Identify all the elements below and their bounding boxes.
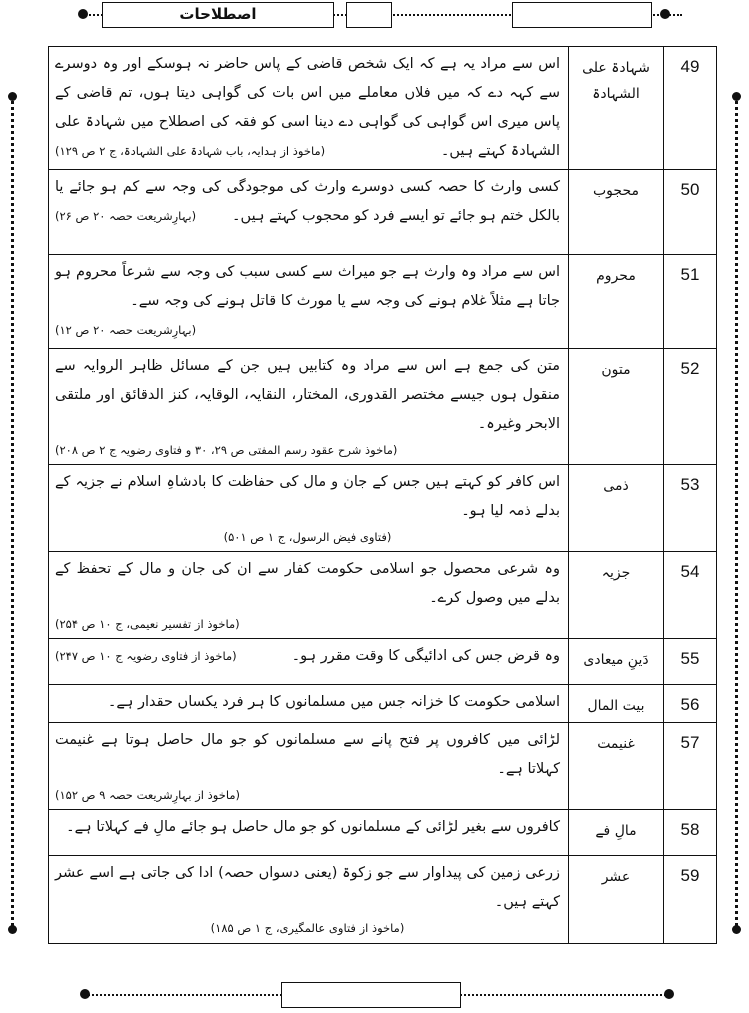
row-text: زرعی زمین کی پیداوار سے جو زکوۃ (یعنی دسواں حصہ) ادا کی جاتی ہے اسے عشر کہتے ہیں۔ — [55, 865, 560, 910]
row-reference: (فتاوی فیض الرسول، ج ۱ ص ۵۰۱) — [223, 530, 392, 544]
row-number: 49 — [664, 47, 717, 170]
left-dotted-border — [11, 96, 14, 931]
row-text: اس کافر کو کہتے ہیں جس کے جان و مال کی حفاظت کا بادشاہِ اسلام نے جزیہ کے بدلے ذمہ لیا ہو۔ — [55, 474, 560, 519]
table-row — [49, 856, 717, 944]
row-description — [49, 465, 569, 552]
row-number: 51 — [664, 255, 717, 349]
row-text: اس سے مراد وہ وارث ہے جو میراث سے کسی سبب کی وجہ سے شرعاً محروم ہو جاتا ہے مثلاً غلام ہونے کی وجہ سے یا مورث کا قاتل ہونے کی وجہ سے۔ — [55, 264, 560, 309]
row-description — [49, 170, 569, 255]
row-text: متن کی جمع ہے اس سے مراد وہ کتابیں ہیں جن کے مسائل ظاہر الروایہ سے منقول ہوں جیسے مختصر القدوری، المختار، النقایہ، الوقایہ، کنز الدقائق اور ملتقی الابحر وغیرہ۔ — [55, 358, 560, 432]
table-row — [49, 170, 717, 255]
row-description — [49, 856, 569, 944]
header-right-dot — [660, 9, 670, 19]
row-reference: (بہارِشریعت حصہ ۲۰ ص ۱۲) — [55, 323, 197, 337]
row-number: 56 — [664, 685, 717, 723]
row-number: 57 — [664, 723, 717, 810]
row-number: 54 — [664, 552, 717, 639]
header-middle-box — [346, 2, 392, 28]
row-reference: (بہارِشریعت حصہ ۲۰ ص ۲۶) — [55, 209, 197, 223]
footer-right-dot — [664, 989, 674, 999]
row-text: اس سے مراد یہ ہے کہ ایک شخص قاضی کے پاس حاضر نہ ہوسکے اور وہ دوسرے سے کہہ دے کہ میں فلاں معاملے میں اس بات کی گواہی دیتا ہوں، تم قاضی کے پاس میری اس گواہی کی گواہی دے دینا اسی کو فقہ کی اصطلاح میں شہادۃ علی الشہادۃ کہتے ہیں۔ — [55, 56, 560, 159]
row-reference: (ماخوذ از بہارِشریعت حصہ ۹ ص ۱۵۲) — [55, 788, 240, 802]
row-term: دَینِ میعادی — [569, 639, 664, 685]
left-border-top-dot — [8, 92, 17, 101]
row-description — [49, 685, 569, 723]
row-reference: (ماخوذ از فتاوی رضویہ ج ۱۰ ص ۲۴۷) — [55, 649, 237, 663]
row-description — [49, 639, 569, 685]
row-reference: (ماخوذ از تفسیر نعیمی، ج ۱۰ ص ۲۵۴) — [55, 617, 240, 631]
row-text: وہ قرض جس کی ادائیگی کا وقت مقرر ہو۔ — [291, 648, 560, 664]
table-row — [49, 255, 717, 349]
row-term: غنیمت — [569, 723, 664, 810]
row-term: متون — [569, 349, 664, 465]
table-row — [49, 349, 717, 465]
row-description — [49, 810, 569, 856]
table-row — [49, 47, 717, 170]
row-description — [49, 255, 569, 349]
right-border-top-dot — [732, 92, 741, 101]
row-number: 53 — [664, 465, 717, 552]
row-reference: (ماخوذ از ہدایہ، باب شہادۃ علی الشہادۃ، ج ۲ ص ۱۲۹) — [55, 144, 326, 158]
row-text: وہ شرعی محصول جو اسلامی حکومت کفار سے ان کی جان و مال کے تحفظ کے بدلے میں وصول کرے۔ — [55, 561, 560, 606]
row-number: 59 — [664, 856, 717, 944]
row-reference: (ماخوذ شرح عقود رسم المفتی ص ۲۹، ۳۰ و فتاوی رضویہ ج ۲ ص ۲۰۸) — [55, 443, 398, 457]
row-term: بیت المال — [569, 685, 664, 723]
row-text: اسلامی حکومت کا خزانہ جس میں مسلمانوں کا ہر فرد یکساں حقدار ہے۔ — [107, 694, 560, 710]
row-term: مالِ فے — [569, 810, 664, 856]
row-term: عشر — [569, 856, 664, 944]
row-number: 58 — [664, 810, 717, 856]
table-row — [49, 465, 717, 552]
row-text: کسی وارث کا حصہ کسی دوسرے وارث کی موجودگی کی وجہ سے کم ہو جائے یا بالکل ختم ہو جائے تو ایسے فرد کو محجوب کہتے ہیں۔ — [55, 179, 560, 224]
row-description — [49, 552, 569, 639]
row-description — [49, 349, 569, 465]
row-description — [49, 723, 569, 810]
row-number: 50 — [664, 170, 717, 255]
footer-page-box — [281, 982, 461, 1008]
row-term: محروم — [569, 255, 664, 349]
header-left-dot — [78, 9, 88, 19]
left-border-bottom-dot — [8, 925, 17, 934]
table-row — [49, 552, 717, 639]
row-number: 52 — [664, 349, 717, 465]
terms-table — [48, 46, 717, 944]
row-description — [49, 47, 569, 170]
row-term: جزیہ — [569, 552, 664, 639]
table-row — [49, 723, 717, 810]
row-text: کافروں سے بغیر لڑائی کے مسلمانوں کو جو مال حاصل ہو جائے مالِ فے کہلاتا ہے۔ — [66, 819, 560, 835]
footer-left-dot — [80, 989, 90, 999]
row-number: 55 — [664, 639, 717, 685]
right-border-bottom-dot — [732, 925, 741, 934]
row-term: شہادۃ علی الشہادۃ — [569, 47, 664, 170]
row-term: محجوب — [569, 170, 664, 255]
table-row — [49, 685, 717, 723]
table-row — [49, 639, 717, 685]
header-right-box — [512, 2, 652, 28]
right-dotted-border — [735, 96, 738, 931]
row-term: ذمی — [569, 465, 664, 552]
row-reference: (ماخوذ از فتاوی عالمگیری، ج ۱ ص ۱۸۵) — [210, 921, 405, 935]
table-row — [49, 810, 717, 856]
row-text: لڑائی میں کافروں پر فتح پانے سے مسلمانوں کو جو مال حاصل ہوتا ہے غنیمت کہلاتا ہے۔ — [55, 732, 560, 777]
header-title-box — [102, 2, 334, 28]
page-title: اصطلاحات — [179, 5, 257, 23]
